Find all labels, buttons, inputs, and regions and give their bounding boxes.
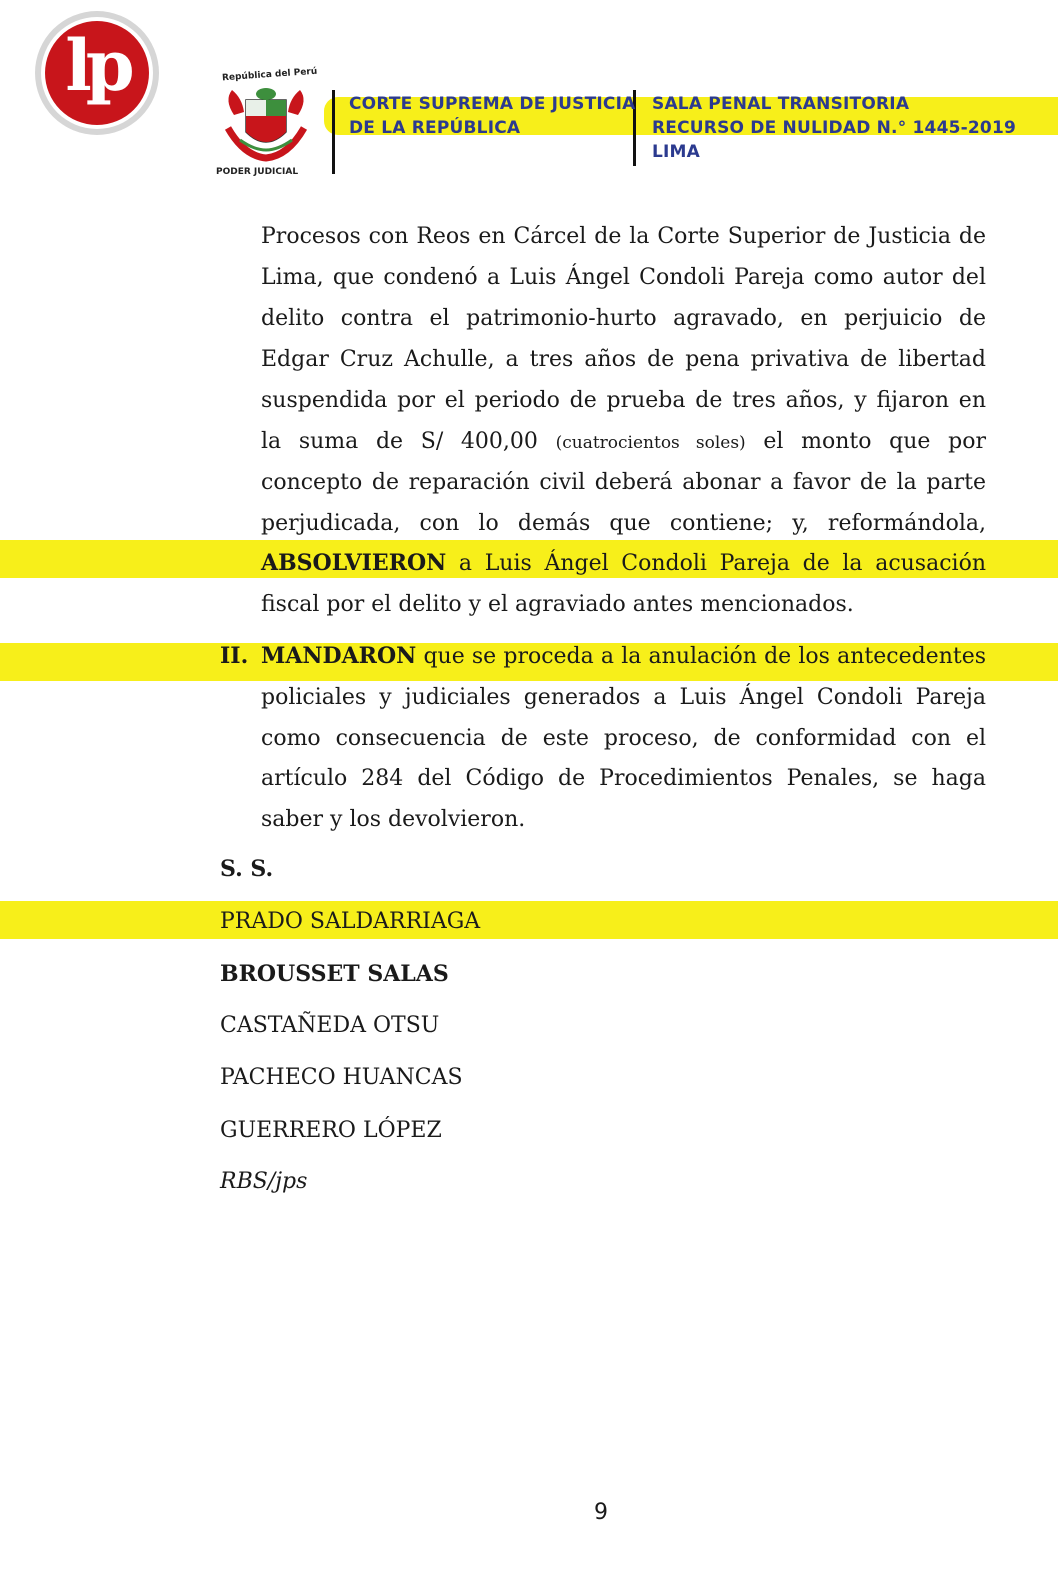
body-line bbox=[261, 636, 986, 677]
case-number: RECURSO DE NULIDAD N.° 1445-2019 bbox=[652, 118, 1017, 138]
body-line: perjudicada, con lo demás que contiene; y, reformándola, bbox=[261, 511, 986, 536]
body-line: como consecuencia de este proceso, de conformidad con el bbox=[261, 726, 986, 751]
signatory-name: GUERRERO LÓPEZ bbox=[220, 1118, 442, 1143]
header-divider-left bbox=[332, 90, 335, 174]
ss-label: S. S. bbox=[220, 856, 274, 882]
body-line bbox=[261, 421, 986, 464]
body-line-tail: el monto que por bbox=[763, 429, 986, 454]
mandaron-keyword: MANDARON bbox=[261, 643, 417, 669]
highlight-prado bbox=[0, 901, 1058, 939]
roman-numeral-II: II. bbox=[220, 643, 249, 669]
clerk-initials: RBS/jps bbox=[220, 1169, 308, 1194]
body-line: Procesos con Reos en Cárcel de la Corte Superior de Justicia de bbox=[261, 224, 986, 249]
seal-caption: PODER JUDICIAL bbox=[216, 167, 299, 177]
court-name-line1: CORTE SUPREMA DE JUSTICIA bbox=[349, 94, 636, 114]
court-name-line2: DE LA REPÚBLICA bbox=[349, 118, 521, 138]
lp-logo-text: lp bbox=[65, 24, 129, 107]
seal-arc-text: República del Perú bbox=[221, 66, 318, 84]
coat-of-arms-seal bbox=[214, 66, 318, 178]
body-line: suspendida por el periodo de prueba de tres años, y fijaron en bbox=[261, 388, 986, 413]
body-line: Edgar Cruz Achulle, a tres años de pena privativa de libertad bbox=[261, 347, 986, 372]
body-line: saber y los devolvieron. bbox=[261, 807, 526, 832]
body-line: Lima, que condenó a Luis Ángel Condoli Pareja como autor del bbox=[261, 265, 986, 290]
amount-text: la suma de S/ 400,00 bbox=[261, 429, 538, 454]
body-line: artículo 284 del Código de Procedimientos Penales, se haga bbox=[261, 766, 986, 791]
body-line: policiales y judiciales generados a Luis Ángel Condoli Pareja bbox=[261, 685, 986, 710]
signatory-name: PACHECO HUANCAS bbox=[220, 1065, 463, 1090]
chamber-name: SALA PENAL TRANSITORIA bbox=[652, 94, 910, 114]
body-line: delito contra el patrimonio-hurto agravado, en perjuicio de bbox=[261, 306, 986, 331]
body-line bbox=[261, 543, 986, 584]
body-line-tail: que se proceda a la anulación de los antecedentes bbox=[423, 644, 987, 669]
case-location: LIMA bbox=[652, 142, 701, 162]
body-line: fiscal por el delito y el agraviado antes mencionados. bbox=[261, 592, 854, 617]
body-line-tail: a Luis Ángel Condoli Pareja de la acusación bbox=[458, 551, 986, 576]
signatory-name: BROUSSET SALAS bbox=[220, 961, 449, 987]
lp-logo bbox=[32, 8, 162, 138]
page-number: 9 bbox=[594, 1500, 608, 1525]
signatory-name: CASTAÑEDA OTSU bbox=[220, 1013, 440, 1038]
body-line: concepto de reparación civil deberá abonar a favor de la parte bbox=[261, 470, 986, 495]
absolvieron-keyword: ABSOLVIERON bbox=[261, 550, 447, 576]
amount-in-words: (cuatrocientos soles) bbox=[555, 433, 746, 453]
signatory-name: PRADO SALDARRIAGA bbox=[220, 909, 481, 934]
